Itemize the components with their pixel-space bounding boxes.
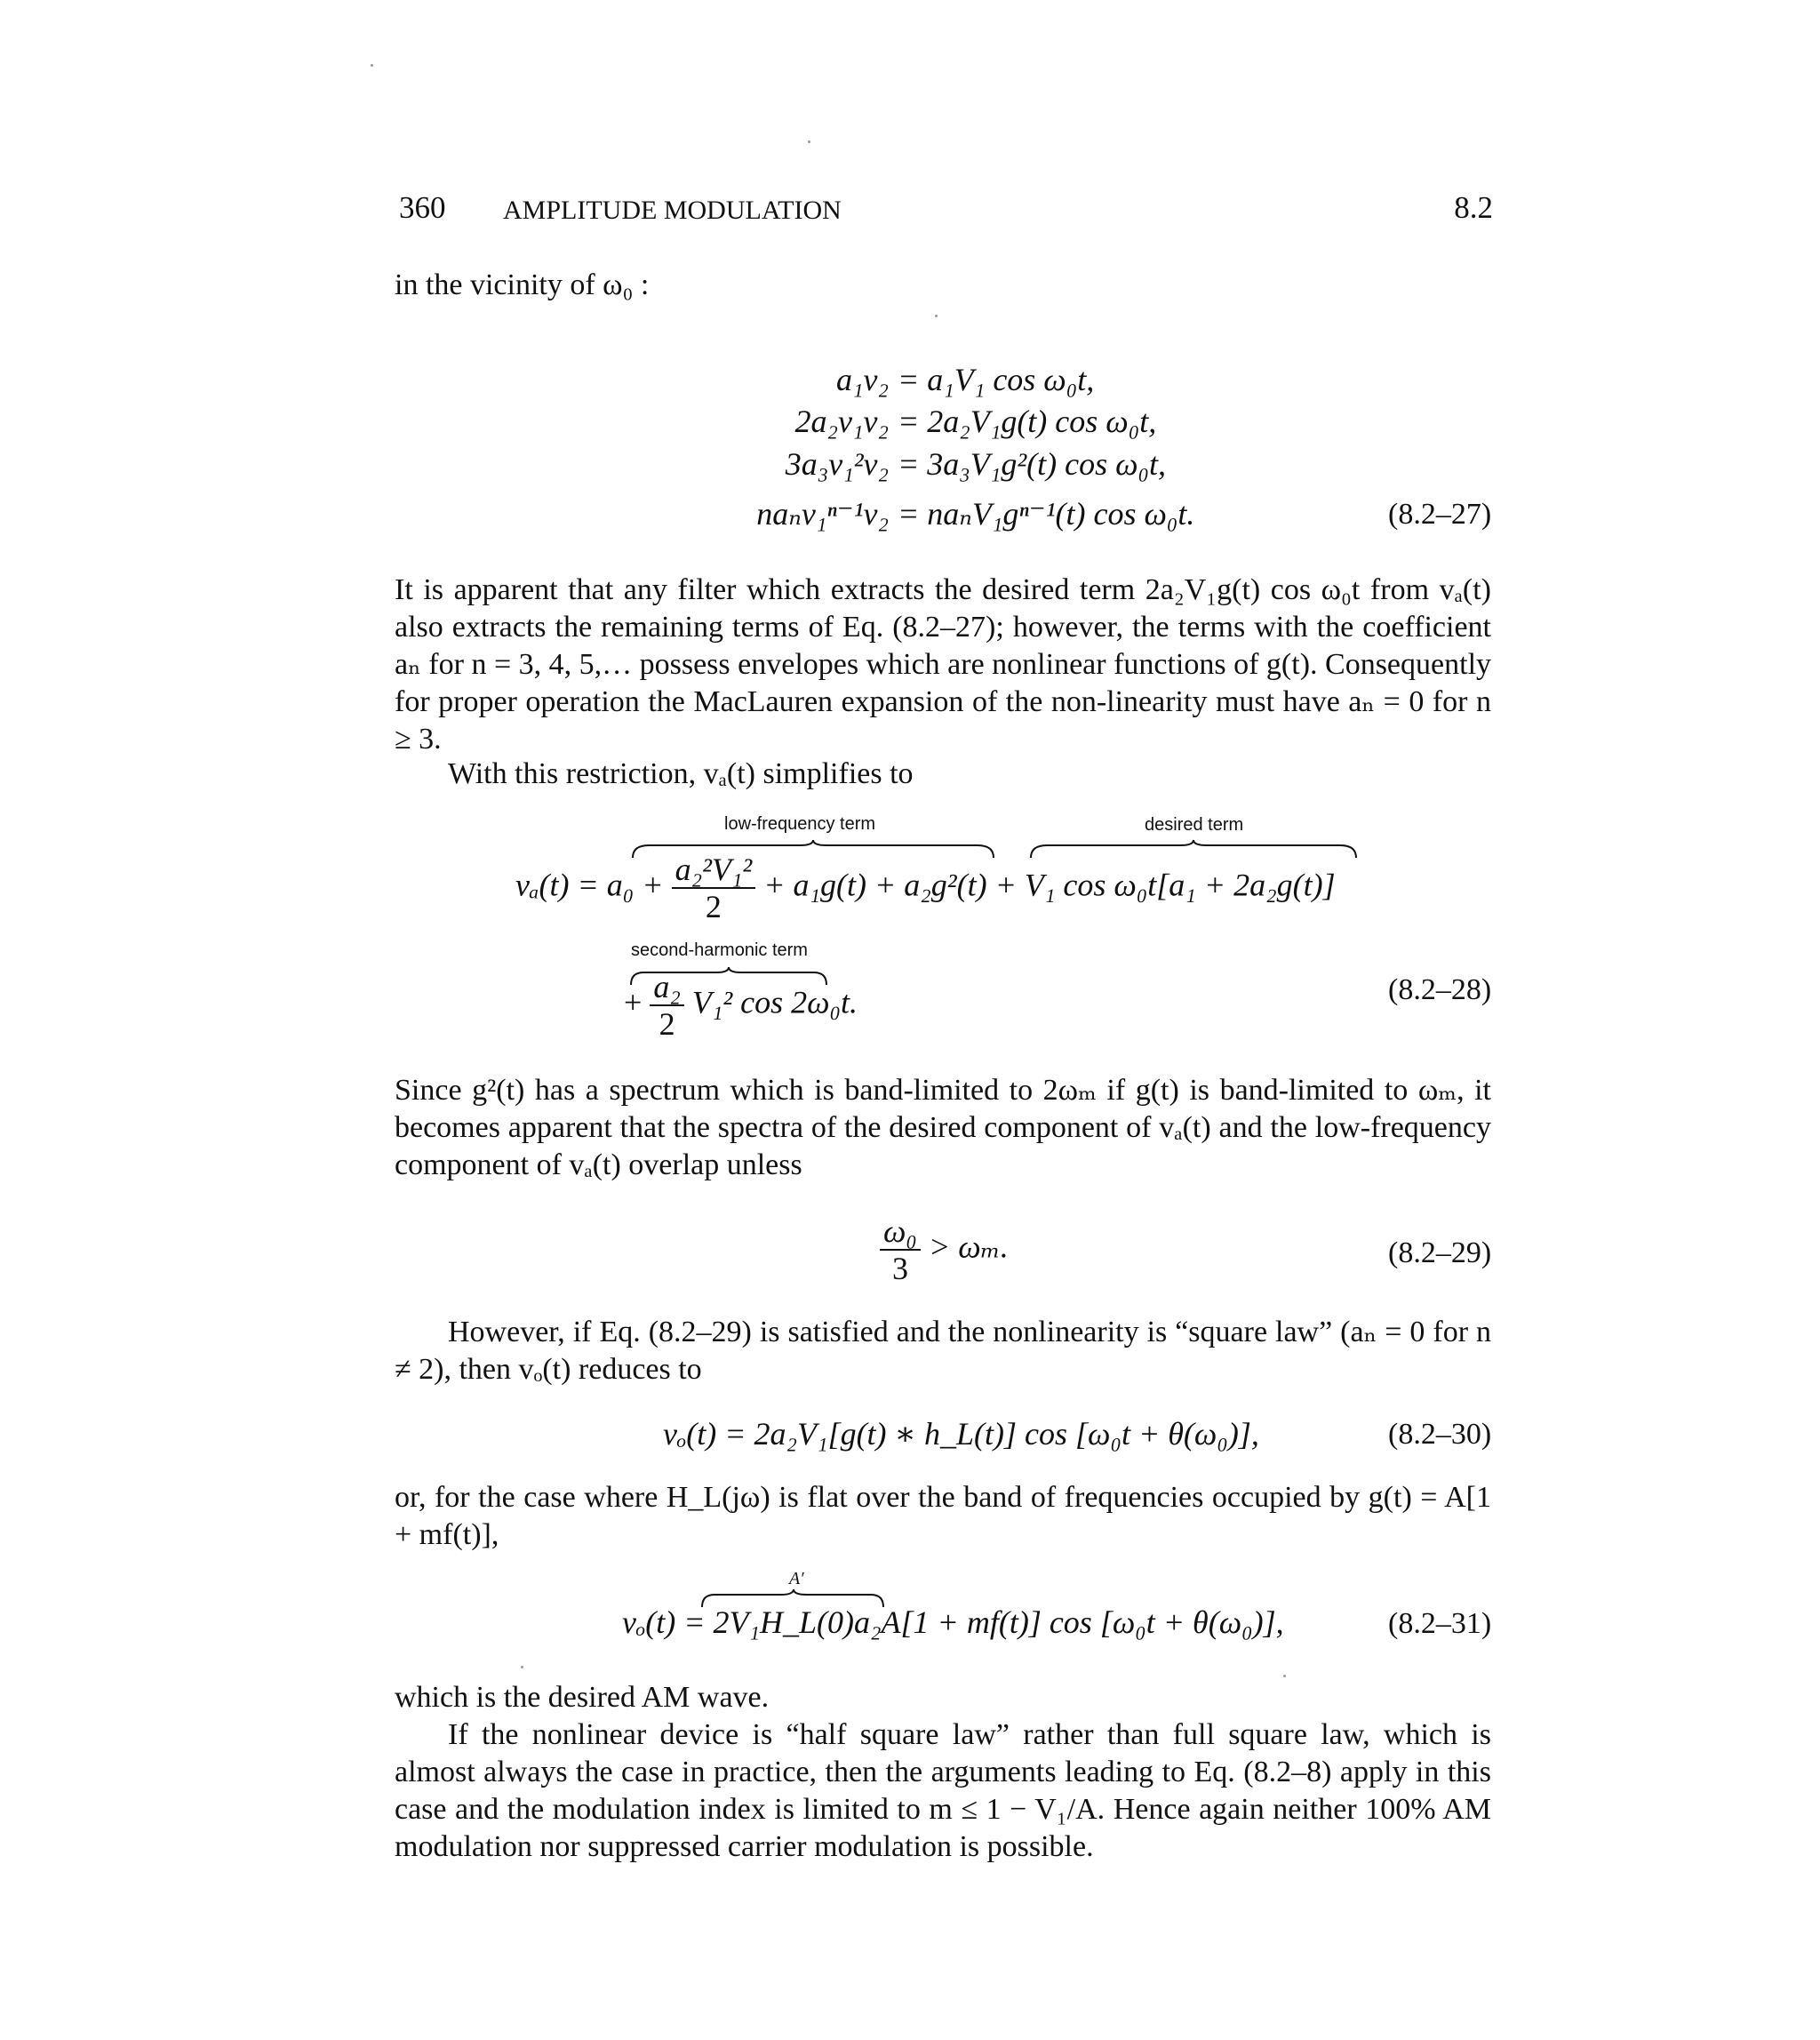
equation-number: (8.2–27) [1388,498,1492,531]
eq28-second-harmonic: V₁² cos 2ω₀t. [691,984,858,1020]
scan-speck [521,1666,523,1668]
equation-number: (8.2–29) [1388,1236,1492,1269]
brace-label-a-prime: A′ [789,1569,804,1588]
equation-8-2-30: vₒ(t) = 2a₂V₁[g(t) ∗ h_L(t)] cos [ω₀t + θ(ω₀)], [663,1416,1259,1452]
eq28-fraction-1 [672,852,756,924]
paragraph: However, if Eq. (8.2–29) is satisfied and the nonlinearity is “square law” (aₙ = 0 for n ≠ 2), then vₒ(t) reduces to [395,1316,1491,1386]
equation-number: (8.2–30) [1388,1418,1492,1451]
fraction-numerator: ω₀ [880,1213,921,1251]
equation-number: (8.2–28) [1388,973,1492,1006]
equation-text: vₒ(t) = 2V₁H_L(0)a₂A[1 + mf(t)] cos [ω₀t + θ(ω₀)], [622,1604,1284,1640]
paragraph: Since g²(t) has a spectrum which is band-limited to 2ωₘ if g(t) is band-limited to ωₘ, it becomes apparent that the spectra of the desired component of vₐ(t) and the low-frequency component of vₐ(t) overlap unless [395,1074,1491,1181]
fraction-denominator: 2 [659,1006,675,1042]
eq27-rhs-2: = 2a₂V₁g(t) cos ω₀t, [898,404,1157,439]
section-number: 8.2 [1454,190,1493,225]
intro-line: in the vicinity of ω₀ : [395,268,650,301]
eq27-lhs-4: naₙv₁ⁿ⁻¹v₂ [756,496,889,532]
scan-speck [808,140,810,143]
fraction-denominator: 3 [891,1251,908,1286]
scan-speck [371,64,373,67]
paragraph: It is apparent that any filter which extracts the desired term 2a₂V₁g(t) cos ω₀t from vₐ(t) also extracts the remaining terms of Eq. (8.2–27); however, the terms with the coefficient aₙ for n = 3, 4, 5,… possess envelopes which are nonlinear functions of g(t). Consequently for proper operation the MacLauren expansion of the non-linearity must have aₙ = 0 for n ≥ 3. [395,573,1492,756]
eq27-rhs-4: = naₙV₁gⁿ⁻¹(t) cos ω₀t. [898,496,1195,532]
paragraph: or, for the case where H_L(jω) is flat over the band of frequencies occupied by g(t) = A[1 + mf(t)], [395,1481,1491,1551]
eq28-line-1 [515,852,1336,924]
scan-speck [935,315,938,317]
eq29 [880,1213,1009,1286]
fraction-numerator: a₂ [650,969,684,1006]
scan-speck [1283,1675,1286,1677]
paragraph: If the nonlinear device is “half square law” rather than full square law, which is almost always the case in practice, then the arguments leading to Eq. (8.2–8) apply in this case and the modulation index is limited to m ≤ 1 − V₁/A. Hence again neither 100% AM modulation nor suppressed carrier modulation is possible. [395,1718,1491,1863]
eq28-lhs: vₐ(t) = a₀ + [515,867,664,903]
running-head: AMPLITUDE MODULATION [503,196,842,225]
brace-label-desired: desired term [1145,815,1244,835]
eq27-rhs-3: = 3a₃V₁g²(t) cos ω₀t, [898,446,1167,482]
page-number: 360 [399,190,446,225]
eq28-rest: + a₁g(t) + a₂g²(t) + V₁ cos ω₀t[a₁ + 2a₂g(t)] [763,867,1336,903]
eq28-line-2: + $\frac{\text{a₂}}{2}$ V₁² cos 2ω₀t. [624,969,858,1042]
paragraph: With this restriction, vₐ(t) simplifies to [448,757,914,790]
fraction-denominator: 2 [705,889,722,924]
brace-label-second-harmonic: second-harmonic term [631,940,808,960]
eq27-lhs-2: 2a₂v₁v₂ [794,404,889,439]
eq28-fraction-2 [650,969,684,1042]
eq27-lhs-1: a₁v₂ [835,362,889,397]
brace-label-low-frequency: low-frequency term [724,814,876,834]
eq29-fraction [880,1213,921,1286]
eq27-rhs-1: = a₁V₁ cos ω₀t, [898,362,1095,397]
eq27-lhs-3: 3a₃v₁²v₂ [785,446,889,482]
eq29-rhs: > ωₘ. [928,1228,1009,1265]
paragraph: which is the desired AM wave. [395,1681,770,1714]
equation-number: (8.2–31) [1388,1607,1492,1640]
fraction-numerator: a₂²V₁² [672,852,756,889]
